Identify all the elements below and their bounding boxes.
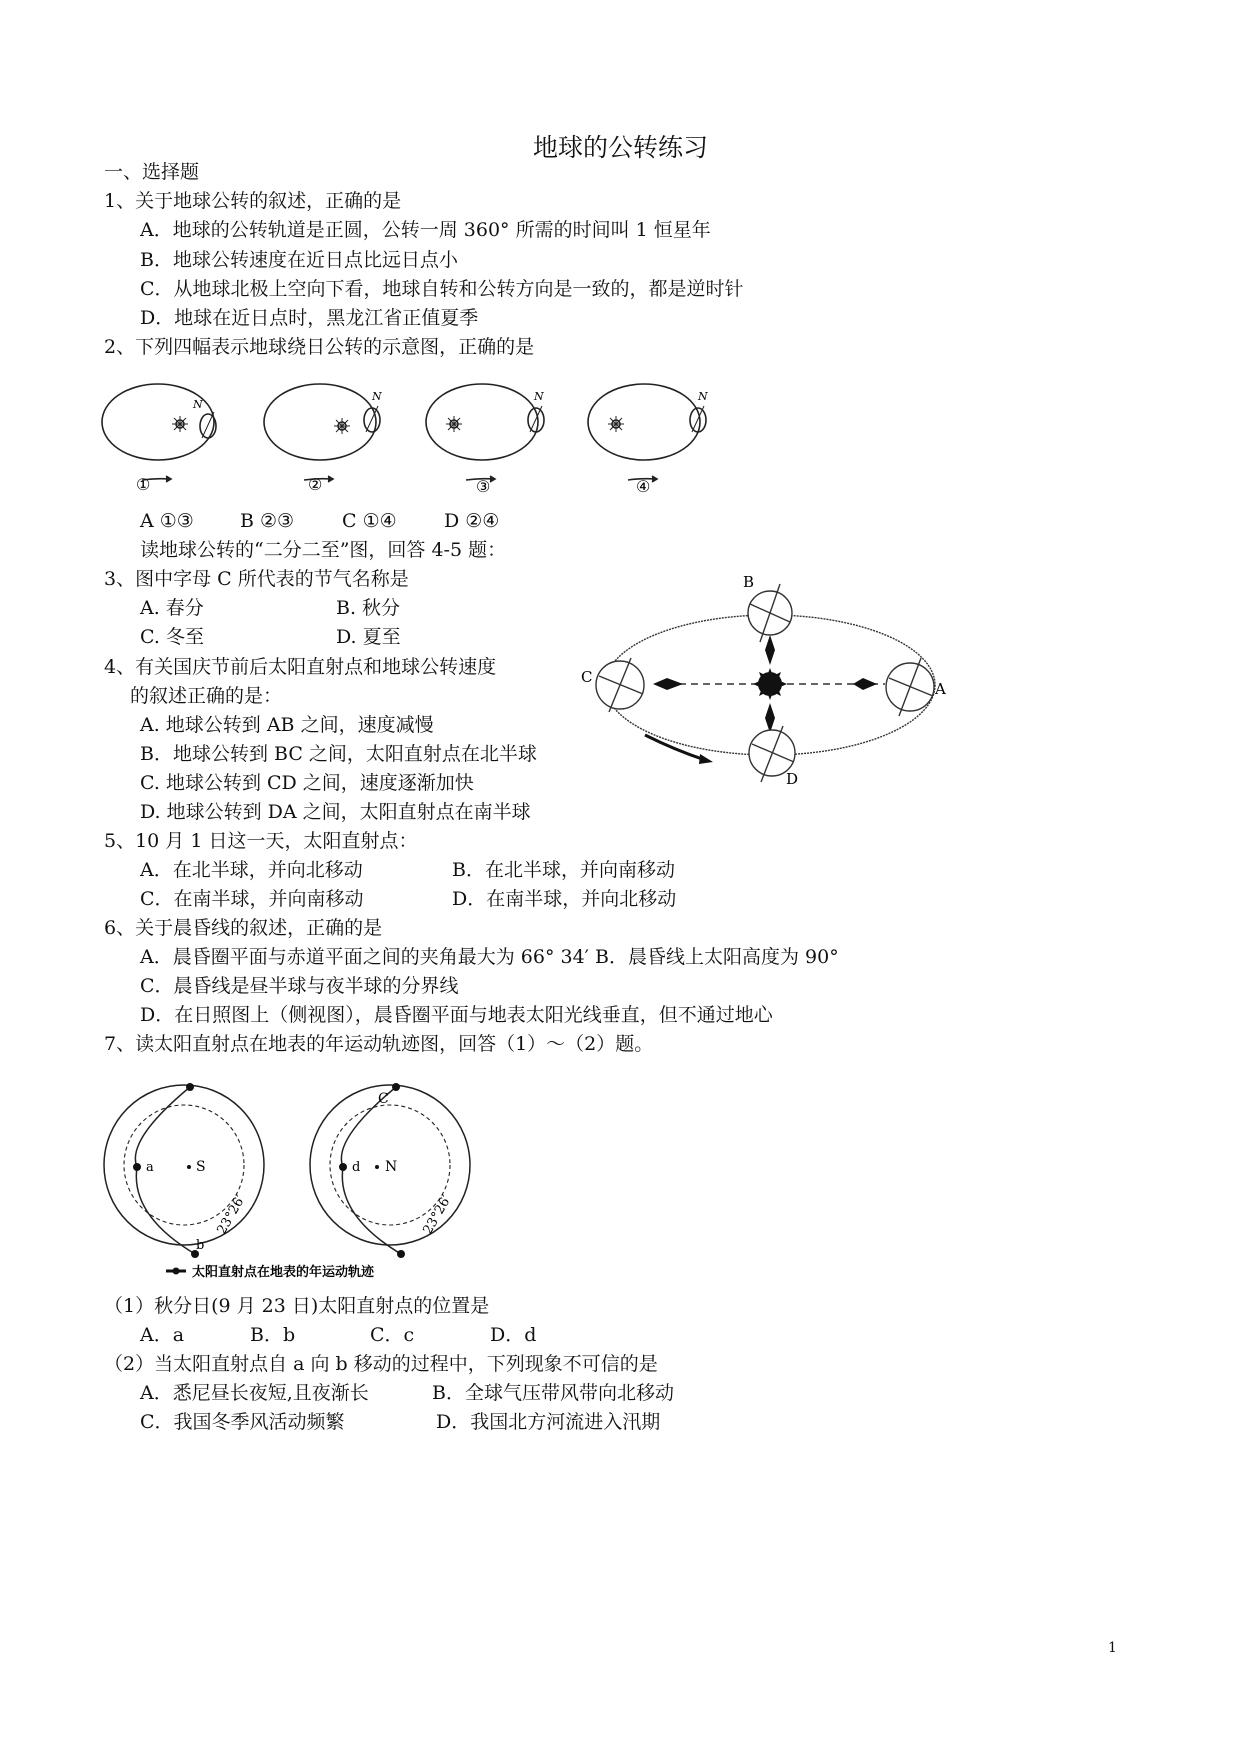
q5-option-a[interactable]: A．在北半球，并向北移动 [140,859,363,881]
sun-icon [608,416,624,432]
orbit-diagram-2 [264,384,380,482]
orbit-diagram-3 [426,384,544,482]
q7-stem: 7、读太阳直射点在地表的年运动轨迹图，回答（1）～（2）题。 [104,1033,654,1055]
q7-sub1-option-a[interactable]: A．a [140,1324,185,1346]
n-label: N [534,390,544,403]
revolution-direction-arrow [645,735,705,760]
angle-left: 23°26′ [214,1192,249,1237]
orbit-diagram-4 [588,384,706,482]
q1-option-d[interactable]: D．地球在近日点时，黑龙江省正值夏季 [140,307,479,329]
q4-option-c[interactable]: C. 地球公转到 CD 之间，速度逐渐加快 [140,772,474,794]
fig-label-2: ② [308,475,323,494]
q2-option-d[interactable]: D ②④ [444,510,500,532]
arrow-to-d [765,703,775,733]
q3-stem: 3、图中字母 C 所代表的节气名称是 [104,568,409,590]
left-tropic-circle [124,1105,244,1225]
q3-option-d[interactable]: D. 夏至 [336,626,401,648]
center-n: N [385,1159,398,1175]
q7-sub2-option-d[interactable]: D．我国北方河流进入汛期 [436,1411,661,1433]
n-label: N [372,390,382,403]
q1-stem: 1、关于地球公转的叙述，正确的是 [104,190,402,212]
q4-stem: 4、有关国庆节前后太阳直射点和地球公转速度 [104,656,497,678]
section-heading: 一、选择题 [104,161,200,183]
q5-option-b[interactable]: B．在北半球，并向南移动 [452,859,675,881]
label-c: C [581,668,593,686]
q7-sub1-option-b[interactable]: B．b [250,1324,296,1346]
q4-stem-cont: 的叙述正确的是： [130,685,283,707]
left-outer-circle [104,1085,264,1245]
label-b: B [743,573,755,591]
fig-label-3: ③ [476,477,491,496]
q1-option-a[interactable]: A．地球的公转轨道是正圆，公转一周 360° 所需的时间叫 1 恒星年 [140,219,711,241]
q5-option-c[interactable]: C．在南半球，并向南移动 [140,888,364,910]
q2-stem: 2、下列四幅表示地球绕日公转的示意图，正确的是 [104,336,535,358]
arrow-to-a [853,678,877,690]
q7-sub2-option-c[interactable]: C．我国冬季风活动频繁 [140,1411,345,1433]
center-s: S [196,1159,206,1175]
q3-option-a[interactable]: A. 春分 [140,597,204,619]
q7-sub1-option-d[interactable]: D．d [490,1324,537,1346]
q6-option-d[interactable]: D．在日照图上（侧视图），晨昏圈平面与地表太阳光线垂直，但不通过地心 [140,1004,773,1026]
q5-stem: 5、10 月 1 日这一天，太阳直射点： [104,830,418,852]
q7-sub1-stem: （1）秋分日(9 月 23 日)太阳直射点的位置是 [104,1295,490,1317]
equinox-solstice-figure [575,570,975,790]
arrow-to-b [765,635,775,665]
page-number: 1 [1108,1640,1117,1656]
earth-b [748,584,792,642]
q2-option-a[interactable]: A ①③ [140,510,194,532]
q7-sub2-option-a[interactable]: A．悉尼昼长夜短,且夜渐长 [140,1382,369,1404]
arrow-to-c [653,678,683,690]
q3-option-c[interactable]: C. 冬至 [140,626,204,648]
earth-c [596,658,644,712]
q7-sub2-stem: （2）当太阳直射点自 a 向 b 移动的过程中，下列现象不可信的是 [104,1353,658,1375]
intro-4-5: 读地球公转的“二分二至”图，回答 4-5 题： [140,539,507,561]
n-label: N [193,398,203,411]
q2-orbit-figures [100,380,720,500]
q7-sub2-option-b[interactable]: B．全球气压带风带向北移动 [432,1382,674,1404]
sun-icon [446,416,462,432]
q7-sub1-option-c[interactable]: C．c [370,1324,415,1346]
q3-option-b[interactable]: B. 秋分 [336,597,401,619]
point-a: a [146,1160,154,1175]
q2-option-c[interactable]: C ①④ [342,510,397,532]
sun-icon [172,416,188,432]
q6-option-ab[interactable]: A．晨昏圈平面与赤道平面之间的夹角最大为 66° 34′ B．晨昏线上太阳高度为 90° [140,946,839,968]
fig-label-1: ① [136,475,151,494]
legend-text: 太阳直射点在地表的年运动轨迹 [192,1265,375,1280]
page-title: 地球的公转练习 [532,133,708,162]
sun-icon [334,418,350,434]
n-label: N [698,390,708,403]
point-c: C [378,1091,389,1107]
point-d: d [352,1160,361,1175]
q6-stem: 6、关于晨昏线的叙述，正确的是 [104,917,383,939]
left-track [135,1087,195,1254]
q2-option-b[interactable]: B ②③ [240,510,295,532]
angle-right: 23°26′ [420,1192,455,1237]
q4-option-b[interactable]: B．地球公转到 BC 之间，太阳直射点在北半球 [140,743,537,765]
point-b: b [196,1238,205,1253]
fig-label-4: ④ [636,477,651,496]
sun-icon [753,668,787,700]
q1-option-b[interactable]: B．地球公转速度在近日点比远日点小 [140,249,458,271]
q4-option-a[interactable]: A. 地球公转到 AB 之间，速度减慢 [140,714,434,736]
subsolar-track-figure [100,1065,480,1290]
q5-option-d[interactable]: D．在南半球，并向北移动 [452,888,677,910]
q6-option-c[interactable]: C．晨昏线是昼半球与夜半球的分界线 [140,975,459,997]
label-a: A [935,680,946,698]
q4-option-d[interactable]: D. 地球公转到 DA 之间，太阳直射点在南半球 [140,801,531,823]
label-d: D [786,770,799,788]
q1-option-c[interactable]: C．从地球北极上空向下看，地球自转和公转方向是一致的，都是逆时针 [140,278,744,300]
